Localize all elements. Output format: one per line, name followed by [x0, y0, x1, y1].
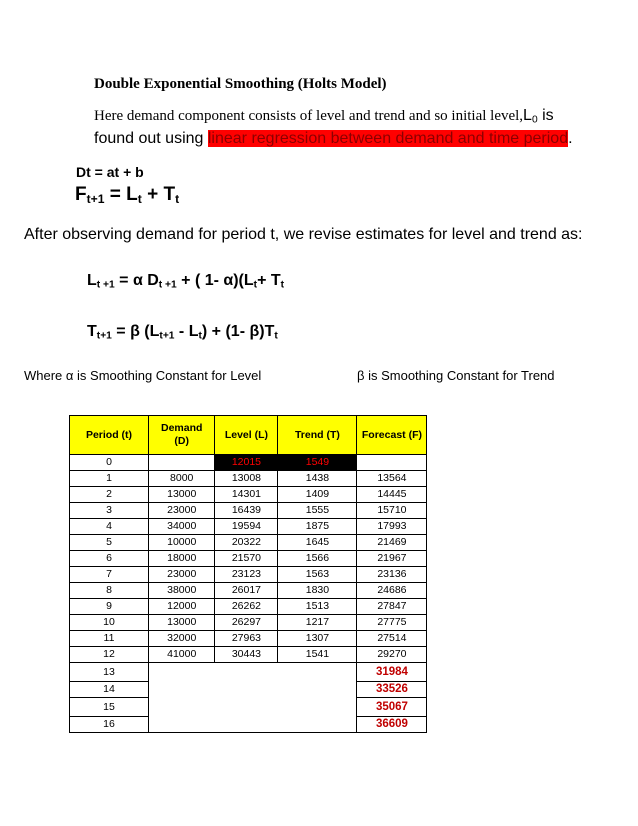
cell-demand: 41000 [149, 647, 215, 663]
cell-demand: 23000 [149, 567, 215, 583]
table-row [70, 471, 427, 487]
intro-is: is [537, 107, 554, 124]
cell-demand: 13000 [149, 615, 215, 631]
cell-period: 8 [70, 583, 149, 599]
document-title: Double Exponential Smoothing (Holts Model) [94, 76, 387, 92]
table-row [70, 567, 427, 583]
cell-forecast: 14445 [357, 487, 427, 503]
cell-level: 26017 [215, 583, 278, 599]
table-row [70, 647, 427, 663]
cell-period: 13 [70, 663, 149, 682]
cell-level: 13008 [215, 471, 278, 487]
cell-period: 16 [70, 717, 149, 733]
cell-forecast: 13564 [357, 471, 427, 487]
cell-forecast: 29270 [357, 647, 427, 663]
table-row [70, 535, 427, 551]
table-row [70, 583, 427, 599]
table-row-initial [70, 455, 427, 471]
equation-level: $L_{t +1} = \alpha$ $D_{t +1}$ + ( 1- $\alpha)(L_t+ T_t$ [87, 272, 285, 291]
cell-forecast-projected: 33526 [357, 682, 427, 698]
cell-period: 14 [70, 682, 149, 698]
cell-forecast: 21469 [357, 535, 427, 551]
table-row [70, 615, 427, 631]
beta-definition: β is Smoothing Constant for Trend [357, 368, 555, 383]
cell-level: 19594 [215, 519, 278, 535]
cell-demand: 32000 [149, 631, 215, 647]
table-row [70, 519, 427, 535]
merged-empty-cell [149, 663, 357, 733]
cell-demand: 23000 [149, 503, 215, 519]
intro-line-2 [94, 130, 573, 148]
cell-forecast: 27847 [357, 599, 427, 615]
cell-level: 14301 [215, 487, 278, 503]
cell-demand: 18000 [149, 551, 215, 567]
cell-trend: 1555 [278, 503, 357, 519]
cell-forecast-projected: 36609 [357, 717, 427, 733]
cell-demand [149, 455, 215, 471]
cell-trend: 1830 [278, 583, 357, 599]
equation-dt: Dt = at + b [76, 164, 144, 180]
cell-trend: 1307 [278, 631, 357, 647]
table-row [70, 503, 427, 519]
cell-period: 0 [70, 455, 149, 471]
cell-forecast-projected: 31984 [357, 663, 427, 682]
cell-demand: 13000 [149, 487, 215, 503]
equation-trend: $T_{t+1} = \beta$ $(L_{t+1} - L_t) + (1-$ $\beta)T_t$ [87, 323, 278, 342]
table-row [70, 599, 427, 615]
cell-period: 4 [70, 519, 149, 535]
table-row [70, 551, 427, 567]
cell-level: 26297 [215, 615, 278, 631]
cell-demand: 10000 [149, 535, 215, 551]
cell-demand: 12000 [149, 599, 215, 615]
cell-forecast: 27775 [357, 615, 427, 631]
equation-forecast: $F_{t+1} = L_t + T_t$ [75, 184, 180, 207]
cell-trend: 1541 [278, 647, 357, 663]
table-row [70, 487, 427, 503]
holts-data-table [69, 415, 427, 733]
header-trend: Trend (T) [278, 416, 357, 455]
intro-l0: $L_0$ [523, 107, 538, 126]
header-period: Period (t) [70, 416, 149, 455]
intro-line2-post: . [568, 130, 573, 147]
cell-level: 21570 [215, 551, 278, 567]
alpha-definition: Where α is Smoothing Constant for Level [24, 368, 262, 383]
table-row [70, 631, 427, 647]
cell-period: 6 [70, 551, 149, 567]
table-row-forecast [70, 663, 427, 682]
cell-trend: 1563 [278, 567, 357, 583]
cell-period: 11 [70, 631, 149, 647]
cell-forecast: 24686 [357, 583, 427, 599]
cell-trend: 1513 [278, 599, 357, 615]
cell-level: 26262 [215, 599, 278, 615]
cell-trend: 1875 [278, 519, 357, 535]
cell-period: 7 [70, 567, 149, 583]
cell-period: 3 [70, 503, 149, 519]
observe-text: After observing demand for period t, we revise estimates for level and trend as: [24, 226, 583, 243]
intro-line-1 [94, 107, 554, 125]
cell-level: 16439 [215, 503, 278, 519]
cell-forecast: 15710 [357, 503, 427, 519]
cell-initial-level: 12015 [215, 455, 278, 471]
cell-forecast: 17993 [357, 519, 427, 535]
cell-level: 20322 [215, 535, 278, 551]
cell-trend: 1566 [278, 551, 357, 567]
header-forecast: Forecast (F) [357, 416, 427, 455]
table-header-row [70, 416, 427, 455]
cell-trend: 1438 [278, 471, 357, 487]
cell-forecast-projected: 35067 [357, 698, 427, 717]
cell-forecast: 23136 [357, 567, 427, 583]
cell-period: 10 [70, 615, 149, 631]
cell-trend: 1645 [278, 535, 357, 551]
cell-period: 15 [70, 698, 149, 717]
cell-initial-trend: 1549 [278, 455, 357, 471]
cell-demand: 38000 [149, 583, 215, 599]
cell-trend: 1409 [278, 487, 357, 503]
intro-text: Here demand component consists of level and trend and so initial level, [94, 108, 524, 124]
cell-forecast: 21967 [357, 551, 427, 567]
cell-level: 30443 [215, 647, 278, 663]
cell-period: 1 [70, 471, 149, 487]
header-demand: Demand (D) [149, 416, 215, 455]
cell-demand: 8000 [149, 471, 215, 487]
cell-level: 27963 [215, 631, 278, 647]
cell-demand: 34000 [149, 519, 215, 535]
cell-forecast [357, 455, 427, 471]
cell-forecast: 27514 [357, 631, 427, 647]
cell-period: 12 [70, 647, 149, 663]
intro-line2-pre: found out using [94, 130, 208, 147]
cell-trend: 1217 [278, 615, 357, 631]
cell-period: 2 [70, 487, 149, 503]
cell-level: 23123 [215, 567, 278, 583]
cell-period: 9 [70, 599, 149, 615]
header-level: Level (L) [215, 416, 278, 455]
cell-period: 5 [70, 535, 149, 551]
highlighted-text: linear regression between demand and time period [207, 130, 569, 147]
